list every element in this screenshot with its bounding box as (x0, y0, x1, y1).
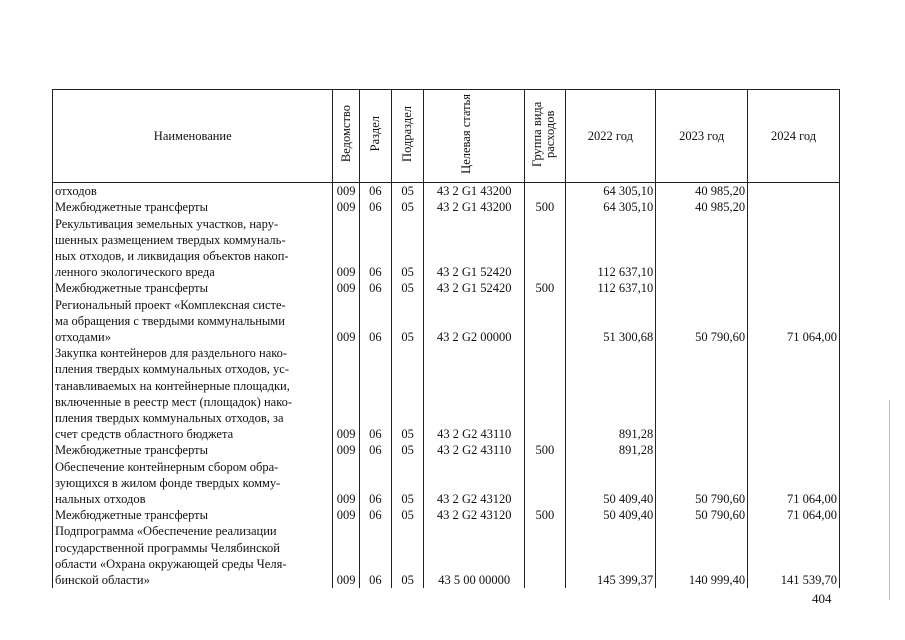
row-name (53, 459, 333, 508)
row-name-line: Закупка контейнеров для раздельного нако- (55, 346, 288, 361)
row-name (53, 523, 333, 588)
header-subsection: Подраздел (391, 90, 423, 183)
row-value-2022: 51 300,68 (565, 297, 656, 346)
row-value-2023 (656, 345, 748, 442)
row-name-line: танавливаемых на контейнерные площадки, (55, 378, 290, 393)
row-subsection: 05 (391, 297, 423, 346)
row-target: 43 5 00 00000 (424, 523, 525, 588)
row-subsection: 05 (391, 199, 423, 215)
table-row (53, 459, 840, 508)
row-name (53, 280, 333, 296)
row-target: 43 2 G2 43110 (424, 345, 525, 442)
row-value-2022: 112 637,10 (565, 216, 656, 281)
row-value-2024 (748, 280, 840, 296)
row-subsection: 05 (391, 280, 423, 296)
row-name-line: Региональный проект «Комплексная систе- (55, 297, 286, 312)
row-subsection: 05 (391, 216, 423, 281)
row-value-2024 (748, 216, 840, 281)
row-name-line: отходами» (55, 330, 111, 345)
row-value-2024: 71 064,00 (748, 507, 840, 523)
row-group: 500 (525, 199, 565, 215)
row-target: 43 2 G2 43120 (424, 507, 525, 523)
table-row (53, 507, 840, 523)
table-row (53, 280, 840, 296)
row-group (525, 459, 565, 508)
row-section: 06 (359, 199, 391, 215)
row-name-line: государственной программы Челябинской (55, 540, 280, 555)
row-group (525, 345, 565, 442)
row-name (53, 507, 333, 523)
row-value-2022: 64 305,10 (565, 199, 656, 215)
row-group: 500 (525, 442, 565, 458)
row-name (53, 297, 333, 346)
row-section: 06 (359, 297, 391, 346)
row-section: 06 (359, 280, 391, 296)
row-target: 43 2 G1 43200 (424, 183, 525, 200)
row-value-2024 (748, 442, 840, 458)
row-subsection: 05 (391, 523, 423, 588)
row-value-2022: 64 305,10 (565, 183, 656, 200)
row-value-2024 (748, 199, 840, 215)
row-section: 06 (359, 507, 391, 523)
row-group (525, 183, 565, 200)
header-2022: 2022 год (565, 90, 656, 183)
row-name-line: Межбюджетные трансферты (55, 200, 209, 215)
table-row (53, 216, 840, 281)
row-dept: 009 (333, 442, 359, 458)
row-name-line: бинской области» (55, 573, 150, 588)
row-name-line: шенных размещением твердых коммуналь- (55, 232, 286, 247)
row-name-line: Рекультивация земельных участков, нару- (55, 216, 279, 231)
row-name-line: зующихся в жилом фонде твердых комму- (55, 475, 281, 490)
row-name-line: области «Охрана окружающей среды Челя- (55, 556, 287, 571)
row-name-line: Межбюджетные трансферты (55, 508, 209, 523)
table-row (53, 523, 840, 588)
header-target: Целевая статья (424, 90, 525, 183)
page-number: 404 (812, 591, 832, 606)
header-row (53, 90, 840, 183)
row-name-line: пления твердых коммунальных отходов, за (55, 411, 284, 426)
header-section: Раздел (359, 90, 391, 183)
row-group: 500 (525, 280, 565, 296)
row-value-2024: 71 064,00 (748, 459, 840, 508)
row-subsection: 05 (391, 442, 423, 458)
row-section: 06 (359, 216, 391, 281)
row-target: 43 2 G1 52420 (424, 216, 525, 281)
row-value-2022: 50 409,40 (565, 459, 656, 508)
row-group (525, 216, 565, 281)
row-value-2024: 141 539,70 (748, 523, 840, 588)
row-dept: 009 (333, 297, 359, 346)
row-group: 500 (525, 507, 565, 523)
header-2023: 2023 год (656, 90, 748, 183)
header-group: Группа вида расходов (525, 90, 565, 183)
row-name-line: отходов (55, 184, 97, 199)
row-subsection: 05 (391, 183, 423, 200)
row-section: 06 (359, 459, 391, 508)
row-name-line: Обеспечение контейнерным сбором обра- (55, 459, 279, 474)
row-target: 43 2 G1 43200 (424, 199, 525, 215)
budget-table (52, 89, 840, 588)
row-subsection: 05 (391, 507, 423, 523)
row-value-2023 (656, 442, 748, 458)
row-value-2023: 40 985,20 (656, 183, 748, 200)
row-value-2023 (656, 280, 748, 296)
row-value-2023: 50 790,60 (656, 297, 748, 346)
row-section: 06 (359, 523, 391, 588)
row-name-line: Подпрограмма «Обеспечение реализации (55, 524, 277, 539)
row-value-2024 (748, 183, 840, 200)
row-dept: 009 (333, 183, 359, 200)
row-name (53, 183, 333, 200)
row-value-2022: 50 409,40 (565, 507, 656, 523)
row-name-line: включенные в реестр мест (площадок) нако- (55, 394, 293, 409)
row-group (525, 523, 565, 588)
row-group (525, 297, 565, 346)
row-value-2023 (656, 216, 748, 281)
row-name-line: нальных отходов (55, 492, 146, 507)
row-value-2024: 71 064,00 (748, 297, 840, 346)
row-value-2023: 140 999,40 (656, 523, 748, 588)
row-value-2023: 40 985,20 (656, 199, 748, 215)
row-target: 43 2 G2 43110 (424, 442, 525, 458)
table-row (53, 297, 840, 346)
row-value-2023: 50 790,60 (656, 507, 748, 523)
row-value-2022: 891,28 (565, 442, 656, 458)
table-row (53, 345, 840, 442)
row-name (53, 216, 333, 281)
row-name-line: пления твердых коммунальных отходов, ус- (55, 362, 289, 377)
row-name (53, 199, 333, 215)
row-name-line: ма обращения с твердыми коммунальными (55, 313, 285, 328)
row-subsection: 05 (391, 459, 423, 508)
header-2024: 2024 год (748, 90, 840, 183)
table-row (53, 199, 840, 215)
row-name-line: ленного экологического вреда (55, 265, 215, 280)
row-name-line: счет средств областного бюджета (55, 427, 234, 442)
row-value-2022: 145 399,37 (565, 523, 656, 588)
row-dept: 009 (333, 459, 359, 508)
table-row (53, 442, 840, 458)
scan-margin-line (889, 400, 890, 600)
row-dept: 009 (333, 199, 359, 215)
row-dept: 009 (333, 216, 359, 281)
row-dept: 009 (333, 507, 359, 523)
table-body (53, 183, 840, 589)
header-name: Наименование (53, 90, 333, 183)
row-name-line: ных отходов, и ликвидация объектов накоп- (55, 249, 289, 264)
row-name (53, 442, 333, 458)
row-subsection: 05 (391, 345, 423, 442)
row-name-line: Межбюджетные трансферты (55, 443, 209, 458)
row-section: 06 (359, 345, 391, 442)
row-target: 43 2 G2 00000 (424, 297, 525, 346)
row-value-2024 (748, 345, 840, 442)
row-target: 43 2 G1 52420 (424, 280, 525, 296)
row-target: 43 2 G2 43120 (424, 459, 525, 508)
row-dept: 009 (333, 345, 359, 442)
row-value-2022: 112 637,10 (565, 280, 656, 296)
row-value-2023: 50 790,60 (656, 459, 748, 508)
row-value-2022: 891,28 (565, 345, 656, 442)
row-name (53, 345, 333, 442)
row-dept: 009 (333, 523, 359, 588)
row-section: 06 (359, 442, 391, 458)
header-dept: Ведомство (333, 90, 359, 183)
row-section: 06 (359, 183, 391, 200)
table-row (53, 183, 840, 200)
row-name-line: Межбюджетные трансферты (55, 281, 209, 296)
row-dept: 009 (333, 280, 359, 296)
